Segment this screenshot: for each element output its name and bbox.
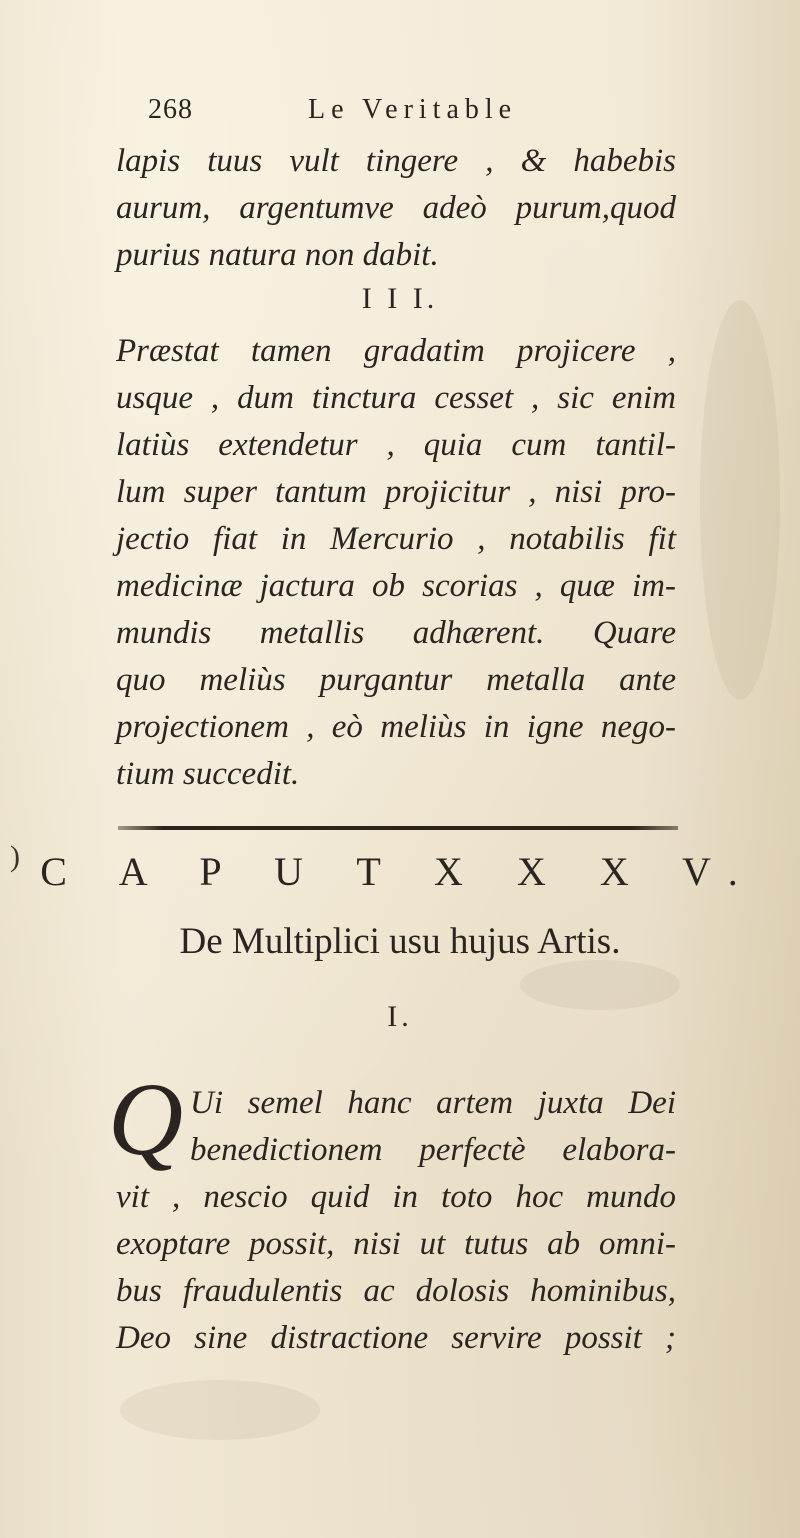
text-line: aurum, argentumve adeò purum,quod (116, 190, 676, 226)
paragraph-first-lines (190, 1080, 676, 1174)
chapter-rule (118, 826, 678, 830)
text-line: lum super tantum projicitur , nisi pro- (116, 474, 676, 510)
paragraph-body (116, 1174, 676, 1362)
paragraph-continued (116, 138, 676, 279)
chapter-subtitle: De Multiplici usu hujus Artis. (179, 921, 621, 962)
text-line: medicinæ jactura ob scorias , quæ im- (116, 568, 676, 604)
text-line: Præstat tamen gradatim projicere , (116, 333, 676, 369)
text-line: quo meliùs purgantur metalla ante (116, 662, 676, 698)
chapter-section-number: I. (387, 1000, 413, 1033)
chapter-title: C A P U T X X X V. (40, 849, 760, 894)
text-line: vit , nescio quid in toto hoc mundo (116, 1179, 676, 1215)
page-number: 268 (148, 94, 193, 125)
text-line: Ui semel hanc artem juxta Dei (190, 1085, 676, 1121)
text-line: exoptare possit, nisi ut tutus ab omni- (116, 1226, 676, 1262)
text-line: projectionem , eò meliùs in igne nego- (116, 709, 676, 745)
text-line: bus fraudulentis ac dolosis hominibus, (116, 1273, 676, 1309)
text-line: latiùs extendetur , quia cum tantil- (116, 427, 676, 463)
text-line: usque , dum tinctura cesset , sic enim (116, 380, 676, 416)
page-header (148, 94, 668, 134)
paragraph-section-3 (116, 328, 676, 798)
text-line: lapis tuus vult tingere , & habebis (116, 143, 676, 179)
running-head: Le Veritable (308, 94, 518, 125)
margin-mark: ) (10, 840, 20, 873)
section-number: I I I. (361, 282, 439, 315)
text-line: jectio fiat in Mercurio , notabilis fit (116, 521, 676, 557)
text-line: benedictionem perfectè elabora- (190, 1132, 676, 1168)
text-line: Deo sine distractione servire possit ; (116, 1320, 676, 1356)
text-line: tium succedit. (116, 756, 300, 792)
drop-cap: Q (108, 1062, 184, 1177)
text-line: purius natura non dabit. (116, 237, 439, 273)
text-line: mundis metallis adhærent. Quare (116, 615, 676, 651)
